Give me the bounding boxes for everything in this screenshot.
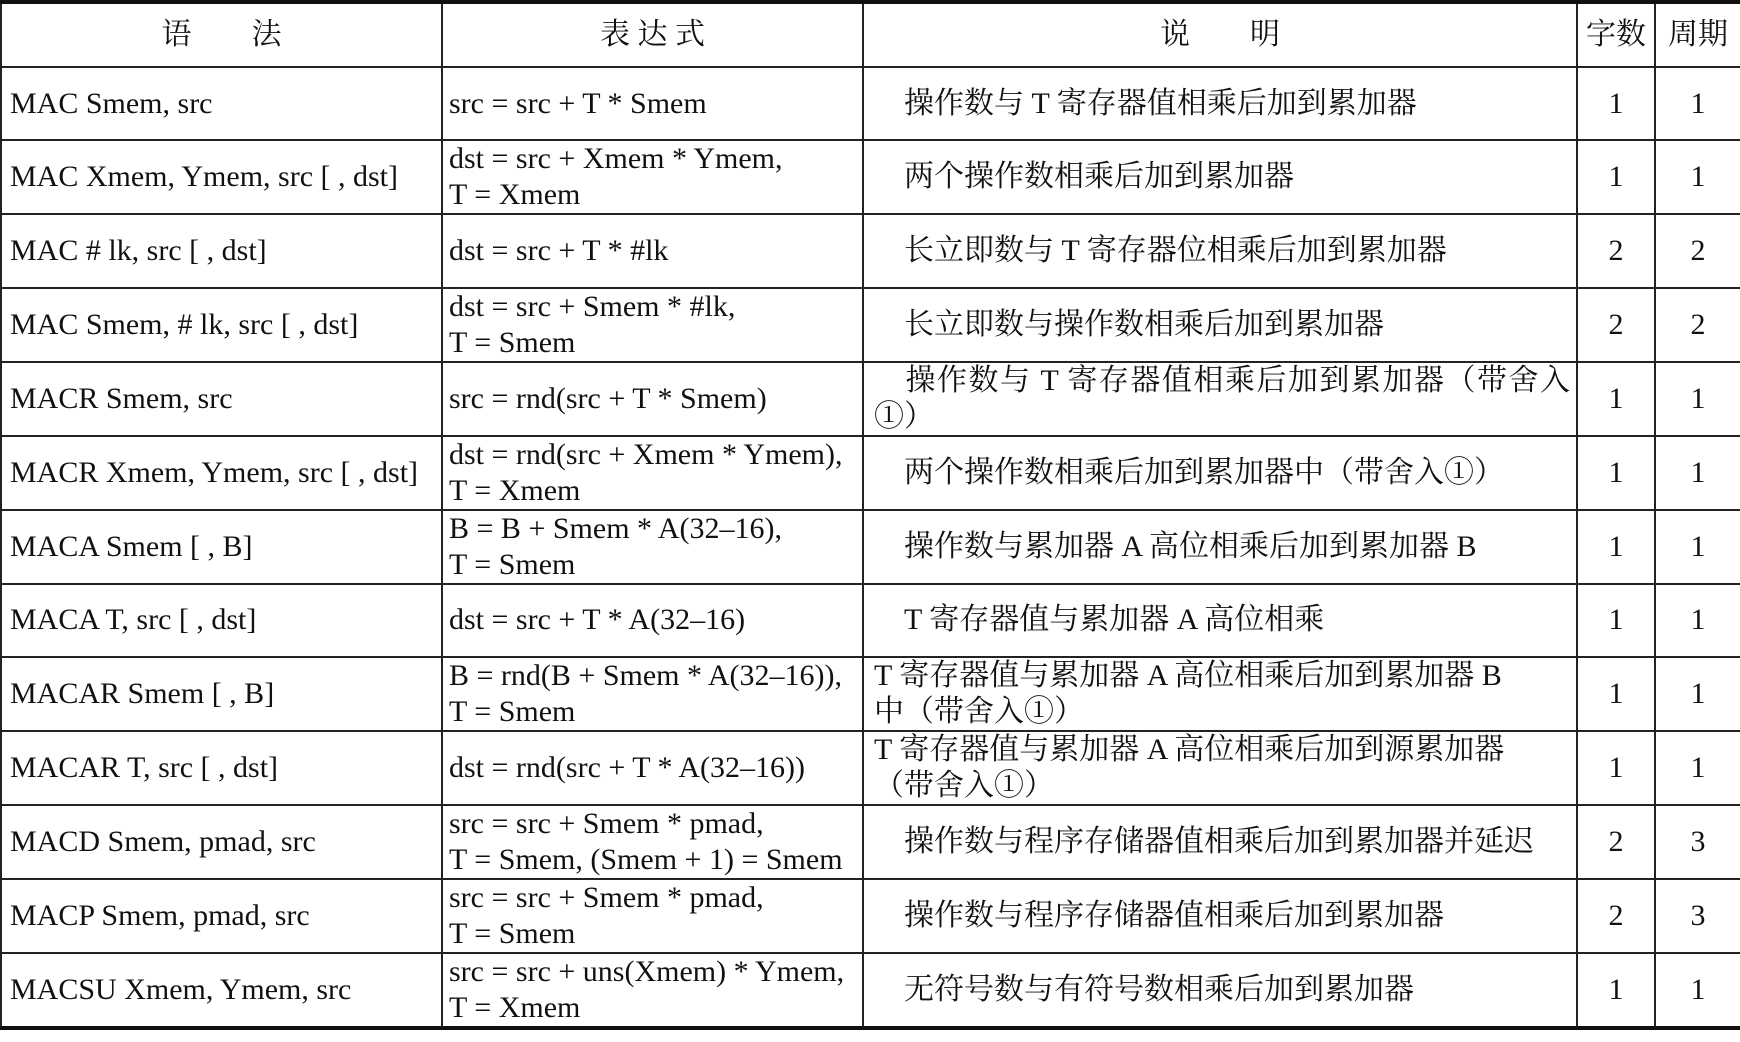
cycles-cell: 1 <box>1655 67 1740 140</box>
expression-cell: src = src + Smem * pmad, T = Smem, (Smem + 1) = Smem <box>442 805 863 879</box>
expression-cell: dst = rnd(src + Xmem * Ymem), T = Xmem <box>442 436 863 510</box>
table-row <box>1 214 1740 287</box>
header-syntax: 语 法 <box>1 2 442 67</box>
words-cell: 1 <box>1577 510 1655 584</box>
description-cell: 两个操作数相乘后加到累加器 <box>863 140 1577 214</box>
words-cell: 2 <box>1577 879 1655 953</box>
syntax-cell: MAC Xmem, Ymem, src [ , dst] <box>1 140 442 214</box>
cycles-cell: 2 <box>1655 288 1740 362</box>
table-row <box>1 67 1740 140</box>
words-cell: 1 <box>1577 67 1655 140</box>
description-cell: T 寄存器值与累加器 A 高位相乘后加到源累加器 （带舍入①） <box>863 731 1577 805</box>
words-cell: 1 <box>1577 140 1655 214</box>
description-cell: 操作数与 T 寄存器值相乘后加到累加器 <box>863 67 1577 140</box>
cycles-cell: 1 <box>1655 510 1740 584</box>
description-cell: 长立即数与 T 寄存器位相乘后加到累加器 <box>863 214 1577 287</box>
expression-cell: dst = src + T * A(32–16) <box>442 584 863 657</box>
expression-cell: src = src + T * Smem <box>442 67 863 140</box>
words-cell: 2 <box>1577 214 1655 287</box>
table-row <box>1 288 1740 362</box>
cycles-cell: 1 <box>1655 584 1740 657</box>
expression-cell: src = src + Smem * pmad, T = Smem <box>442 879 863 953</box>
table-row <box>1 584 1740 657</box>
expression-cell: src = rnd(src + T * Smem) <box>442 362 863 436</box>
table-row <box>1 731 1740 805</box>
syntax-cell: MAC Smem, # lk, src [ , dst] <box>1 288 442 362</box>
expression-cell: B = rnd(B + Smem * A(32–16)), T = Smem <box>442 657 863 731</box>
table-row <box>1 879 1740 953</box>
table-row <box>1 140 1740 214</box>
words-cell: 1 <box>1577 731 1655 805</box>
expression-cell: dst = src + Xmem * Ymem, T = Xmem <box>442 140 863 214</box>
description-cell: T 寄存器值与累加器 A 高位相乘 <box>863 584 1577 657</box>
expression-cell: dst = src + Smem * #lk, T = Smem <box>442 288 863 362</box>
syntax-cell: MACA Smem [ , B] <box>1 510 442 584</box>
cycles-cell: 1 <box>1655 140 1740 214</box>
header-words: 字数 <box>1577 2 1655 67</box>
syntax-cell: MAC Smem, src <box>1 67 442 140</box>
cycles-cell: 2 <box>1655 214 1740 287</box>
syntax-cell: MACAR T, src [ , dst] <box>1 731 442 805</box>
syntax-cell: MACR Xmem, Ymem, src [ , dst] <box>1 436 442 510</box>
words-cell: 1 <box>1577 657 1655 731</box>
syntax-cell: MACD Smem, pmad, src <box>1 805 442 879</box>
description-cell: 两个操作数相乘后加到累加器中（带舍入①） <box>863 436 1577 510</box>
description-cell: 操作数与 T 寄存器值相乘后加到累加器（带舍入①） <box>863 362 1577 436</box>
syntax-cell: MACA T, src [ , dst] <box>1 584 442 657</box>
cycles-cell: 1 <box>1655 657 1740 731</box>
cycles-cell: 1 <box>1655 436 1740 510</box>
cycles-cell: 1 <box>1655 362 1740 436</box>
header-row <box>1 2 1740 67</box>
cycles-cell: 1 <box>1655 731 1740 805</box>
cycles-cell: 3 <box>1655 879 1740 953</box>
syntax-cell: MAC # lk, src [ , dst] <box>1 214 442 287</box>
table-row <box>1 362 1740 436</box>
words-cell: 1 <box>1577 584 1655 657</box>
expression-cell: dst = src + T * #lk <box>442 214 863 287</box>
expression-cell: src = src + uns(Xmem) * Ymem, T = Xmem <box>442 953 863 1028</box>
table-row <box>1 657 1740 731</box>
words-cell: 1 <box>1577 953 1655 1028</box>
words-cell: 2 <box>1577 288 1655 362</box>
description-cell: 无符号数与有符号数相乘后加到累加器 <box>863 953 1577 1028</box>
description-cell: 长立即数与操作数相乘后加到累加器 <box>863 288 1577 362</box>
cycles-cell: 1 <box>1655 953 1740 1028</box>
header-description: 说 明 <box>863 2 1577 67</box>
words-cell: 1 <box>1577 362 1655 436</box>
header-expression: 表 达 式 <box>442 2 863 67</box>
description-cell: 操作数与程序存储器值相乘后加到累加器 <box>863 879 1577 953</box>
cycles-cell: 3 <box>1655 805 1740 879</box>
table-row <box>1 953 1740 1028</box>
header-cycles: 周期 <box>1655 2 1740 67</box>
expression-cell: dst = rnd(src + T * A(32–16)) <box>442 731 863 805</box>
description-cell: 操作数与程序存储器值相乘后加到累加器并延迟 <box>863 805 1577 879</box>
description-cell: 操作数与累加器 A 高位相乘后加到累加器 B <box>863 510 1577 584</box>
table-row <box>1 510 1740 584</box>
syntax-cell: MACP Smem, pmad, src <box>1 879 442 953</box>
syntax-cell: MACAR Smem [ , B] <box>1 657 442 731</box>
expression-cell: B = B + Smem * A(32–16), T = Smem <box>442 510 863 584</box>
table-row <box>1 805 1740 879</box>
table-row <box>1 436 1740 510</box>
syntax-cell: MACR Smem, src <box>1 362 442 436</box>
words-cell: 1 <box>1577 436 1655 510</box>
words-cell: 2 <box>1577 805 1655 879</box>
syntax-cell: MACSU Xmem, Ymem, src <box>1 953 442 1028</box>
description-cell: T 寄存器值与累加器 A 高位相乘后加到累加器 B 中（带舍入①） <box>863 657 1577 731</box>
